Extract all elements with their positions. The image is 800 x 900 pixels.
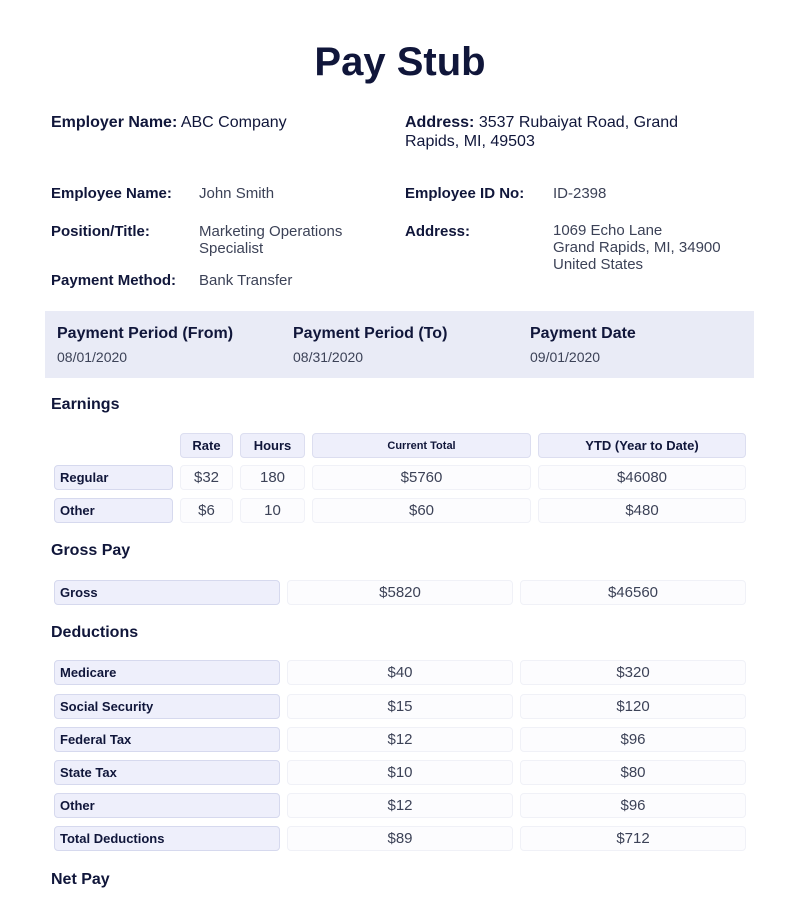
address-line: 1069 Echo Lane [553,222,663,239]
gross-pay-heading: Gross Pay [51,542,131,559]
deduction-ytd: $96 [520,793,746,818]
period-from-value: 08/01/2020 [57,349,128,365]
header-current-total: Current Total [312,433,531,458]
address-line: Grand Rapids, MI, 34900 [553,239,721,256]
gross-current: $5820 [287,580,513,605]
period-to-label: Payment Period (To) [293,325,448,342]
employee-address-label: Address: [405,223,471,240]
payment-date-value: 09/01/2020 [530,349,601,365]
gross-label: Gross [54,580,280,605]
page-title: Pay Stub [314,40,486,84]
position-label: Position/Title: [51,223,150,240]
employer-name-label: Employer Name: [51,114,178,131]
deduction-current: $40 [287,660,513,685]
deduction-ytd: $96 [520,727,746,752]
employer-name [51,113,287,132]
deduction-ytd: $80 [520,760,746,785]
earnings-ytd: $480 [538,498,746,523]
earnings-hours: 10 [240,498,305,523]
deduction-ytd: $120 [520,694,746,719]
earnings-row-label: Other [54,498,173,523]
deduction-current: $10 [287,760,513,785]
earnings-rate: $32 [180,465,233,490]
employee-name-value: John Smith [199,185,275,202]
employee-name-label: Employee Name: [51,185,172,202]
deduction-ytd: $712 [520,826,746,851]
earnings-row-label: Regular [54,465,173,490]
deduction-current: $12 [287,727,513,752]
payment-period-band [45,311,754,378]
gross-ytd: $46560 [520,580,746,605]
period-from-label: Payment Period (From) [57,325,234,342]
employer-address [405,113,705,151]
payment-date-label: Payment Date [530,325,636,342]
deduction-current: $12 [287,793,513,818]
position-line: Specialist [199,240,264,257]
earnings-rate: $6 [180,498,233,523]
header-hours: Hours [240,433,305,458]
address-line: United States [553,256,644,273]
deduction-current: $15 [287,694,513,719]
deductions-heading: Deductions [51,624,139,641]
earnings-current: $5760 [312,465,531,490]
deduction-label: Medicare [54,660,280,685]
deduction-label: State Tax [54,760,280,785]
earnings-current: $60 [312,498,531,523]
employee-id-label: Employee ID No: [405,185,525,202]
employee-id-value: ID-2398 [553,185,607,202]
employer-name-value: ABC Company [180,114,287,131]
deduction-ytd: $320 [520,660,746,685]
deduction-current: $89 [287,826,513,851]
position-value [199,223,342,257]
net-pay-heading: Net Pay [51,871,110,888]
earnings-hours: 180 [240,465,305,490]
deduction-label: Federal Tax [54,727,280,752]
employer-address-label: Address: [405,114,475,131]
deduction-label: Social Security [54,694,280,719]
earnings-ytd: $46080 [538,465,746,490]
position-line: Marketing Operations [199,223,343,240]
deduction-label: Total Deductions [54,826,280,851]
deduction-label: Other [54,793,280,818]
employee-address-value [553,222,721,273]
employer-address-value: 3537 Rubaiyat Road, Grand Rapids, MI, 49503 [405,114,679,150]
earnings-heading: Earnings [51,396,120,413]
payment-method-label: Payment Method: [51,272,177,289]
header-ytd: YTD (Year to Date) [538,433,746,458]
payment-method-value: Bank Transfer [199,272,293,289]
period-to-value: 08/31/2020 [293,349,364,365]
header-rate: Rate [180,433,233,458]
